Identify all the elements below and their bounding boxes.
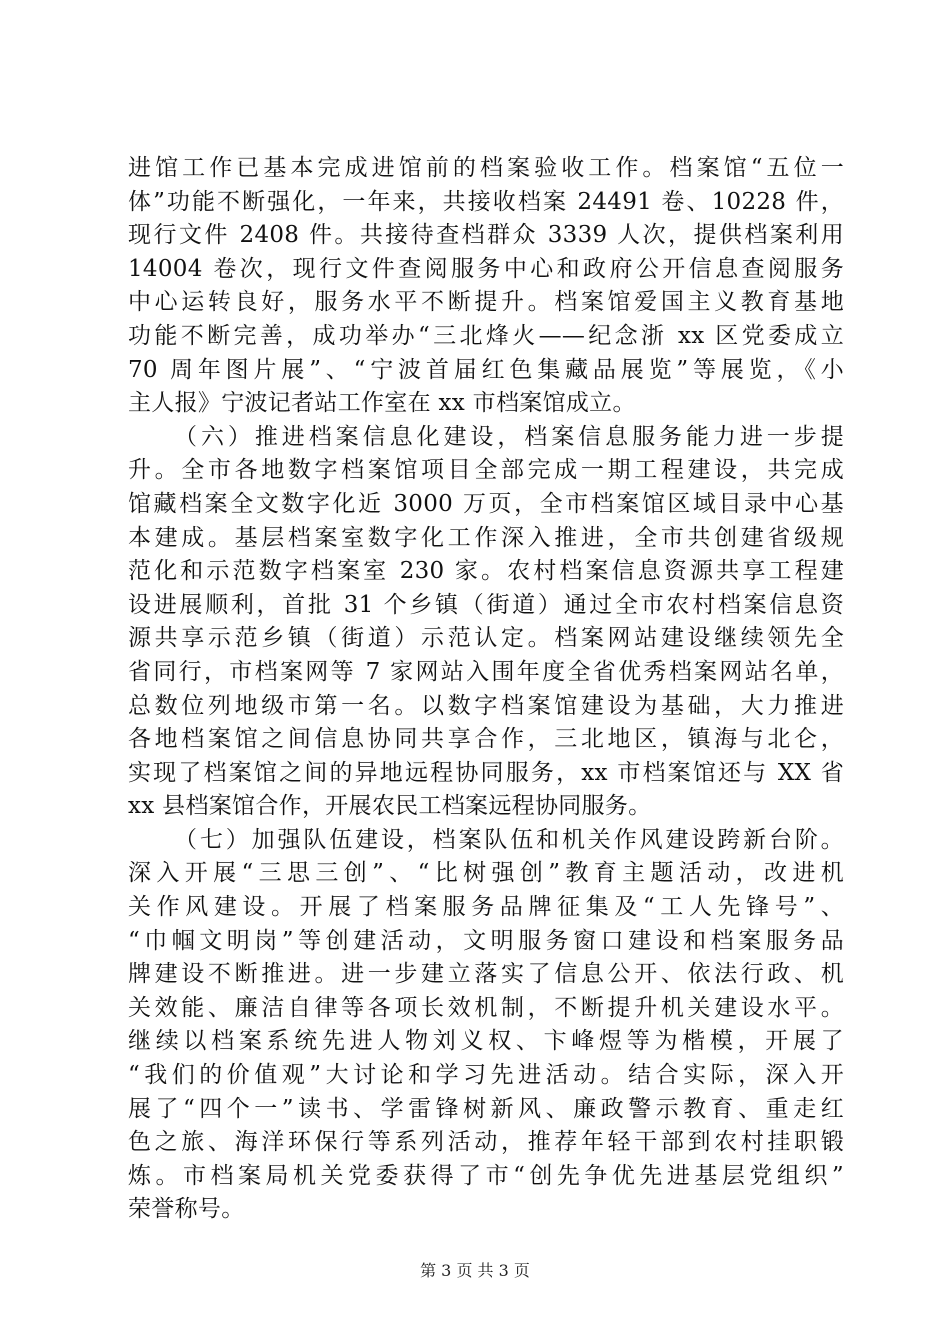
section-heading-line: （六）推进档案信息化建设，档案信息服务能力进一步提: [174, 423, 844, 450]
text-line: 实现了档案馆之间的异地远程协同服务，xx 市档案馆还与 XX 省: [128, 759, 844, 786]
text-line: 设进展顺利，首批 31 个乡镇（街道）通过全市农村档案信息资: [128, 591, 844, 618]
page-footer: 第 3 页 共 3 页: [420, 1261, 530, 1280]
text-line: 现行文件 2408 件。共接待查档群众 3339 人次，提供档案利用: [128, 222, 844, 249]
text-line: 炼。市档案局机关党委获得了市“创先争优先进基层党组织”: [128, 1162, 844, 1189]
text-line: 中心运转良好，服务水平不断提升。档案馆爱国主义教育基地: [128, 289, 844, 316]
text-line: 70 周年图片展”、“宁波首届红色集藏品展览”等展览，《小: [128, 356, 844, 383]
document-body: [128, 152, 844, 1227]
text-line: 荣誉称号。: [128, 1196, 245, 1223]
text-line: 功能不断完善，成功举办“三北烽火——纪念浙 xx 区党委成立: [128, 322, 844, 349]
text-line: 馆藏档案全文数字化近 3000 万页，全市档案馆区域目录中心基: [128, 490, 844, 517]
text-line: 深入开展“三思三创”、“比树强创”教育主题活动，改进机: [128, 860, 844, 887]
text-line: 省同行，市档案网等 7 家网站入围年度全省优秀档案网站名单，: [128, 658, 844, 685]
text-line: 升。全市各地数字档案馆项目全部完成一期工程建设，共完成: [128, 457, 844, 484]
text-line: 关效能、廉洁自律等各项长效机制，不断提升机关建设水平。: [128, 994, 844, 1021]
text-line: 牌建设不断推进。进一步建立落实了信息公开、依法行政、机: [128, 961, 844, 988]
text-line: xx 县档案馆合作，开展农民工档案远程协同服务。: [128, 793, 652, 820]
text-line: 进馆工作已基本完成进馆前的档案验收工作。档案馆“五位一: [128, 155, 844, 181]
text-line: 色之旅、海洋环保行等系列活动，推荐年轻干部到农村挂职锻: [128, 1129, 844, 1156]
section-heading-line: （七）加强队伍建设，档案队伍和机关作风建设跨新台阶。: [174, 826, 844, 853]
text-line: 本建成。基层档案室数字化工作深入推进，全市共创建省级规: [128, 524, 844, 551]
text-line: 源共享示范乡镇（街道）示范认定。档案网站建设继续领先全: [128, 625, 844, 652]
text-line: 各地档案馆之间信息协同共享合作，三北地区，镇海与北仑，: [128, 726, 844, 753]
text-line: 关作风建设。开展了档案服务品牌征集及“工人先锋号”、: [128, 894, 844, 921]
text-line: 体”功能不断强化，一年来，共接收档案 24491 卷、10228 件，: [128, 188, 844, 215]
text-line: 范化和示范数字档案室 230 家。农村档案信息资源共享工程建: [128, 558, 844, 585]
text-line: “巾帼文明岗”等创建活动，文明服务窗口建设和档案服务品: [128, 927, 844, 954]
text-line: 继续以档案系统先进人物刘义权、卞峰煜等为楷模，开展了: [128, 1028, 844, 1055]
text-line: “我们的价值观”大讨论和学习先进活动。结合实际，深入开: [128, 1062, 844, 1089]
text-line: 主人报》宁波记者站工作室在 xx 市档案馆成立。: [128, 390, 636, 417]
text-line: 展了“四个一”读书、学雷锋树新风、廉政警示教育、重走红: [128, 1095, 844, 1122]
text-line: 14004 卷次，现行文件查阅服务中心和政府公开信息查阅服务: [128, 255, 844, 282]
text-line: 总数位列地级市第一名。以数字档案馆建设为基础，大力推进: [128, 692, 844, 719]
